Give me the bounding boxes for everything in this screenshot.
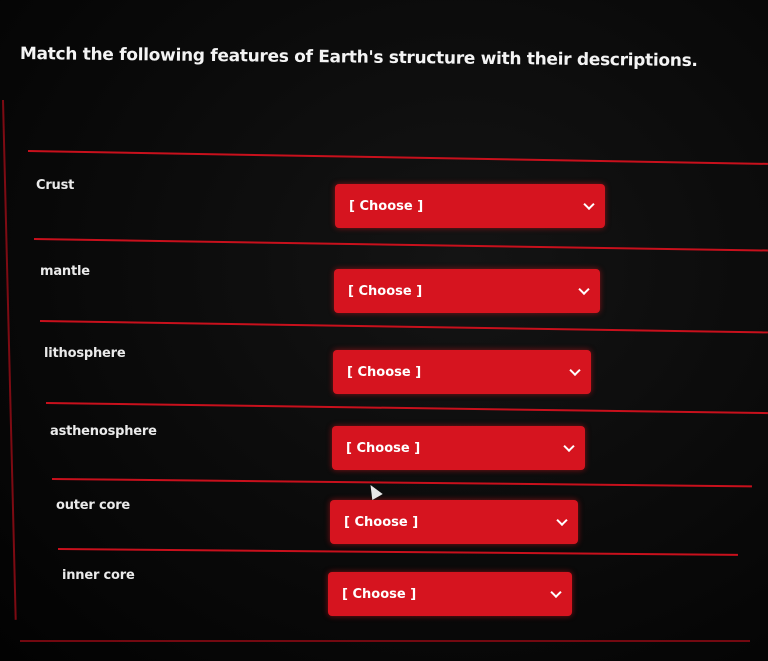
chevron-down-icon — [563, 441, 574, 452]
row-divider — [34, 238, 768, 252]
term-label-crust: Crust — [36, 178, 75, 193]
answer-select-inner-core[interactable] — [328, 572, 572, 616]
row-divider — [46, 402, 768, 414]
select-value: [ Choose ] — [344, 514, 419, 530]
chevron-down-icon — [578, 284, 589, 295]
term-label-asthenosphere: asthenosphere — [50, 424, 157, 439]
select-value: [ Choose ] — [342, 586, 417, 602]
select-value: [ Choose ] — [347, 364, 422, 380]
chevron-down-icon — [556, 515, 567, 526]
select-value: [ Choose ] — [346, 440, 421, 456]
answer-select-outer-core[interactable] — [330, 500, 578, 544]
term-label-outer-core: outer core — [56, 498, 131, 513]
row-divider — [40, 320, 768, 333]
question-prompt: Match the following features of Earth's structure with their descriptions. — [19, 44, 698, 72]
term-label-mantle: mantle — [40, 264, 90, 279]
select-value: [ Choose ] — [348, 283, 423, 299]
answer-select-crust[interactable] — [335, 184, 605, 228]
row-divider — [28, 150, 768, 165]
panel-bottom-border — [20, 640, 750, 642]
select-value: [ Choose ] — [349, 198, 424, 214]
chevron-down-icon — [583, 199, 594, 210]
matching-table — [28, 148, 768, 618]
answer-select-mantle[interactable] — [334, 269, 600, 313]
answer-select-lithosphere[interactable] — [333, 350, 591, 394]
answer-select-asthenosphere[interactable] — [332, 426, 585, 470]
term-label-inner-core: inner core — [62, 568, 135, 583]
chevron-down-icon — [550, 587, 561, 598]
row-divider — [52, 478, 752, 487]
chevron-down-icon — [569, 365, 580, 376]
term-label-lithosphere: lithosphere — [44, 346, 126, 361]
row-divider — [58, 548, 738, 556]
panel-left-border — [2, 100, 17, 620]
